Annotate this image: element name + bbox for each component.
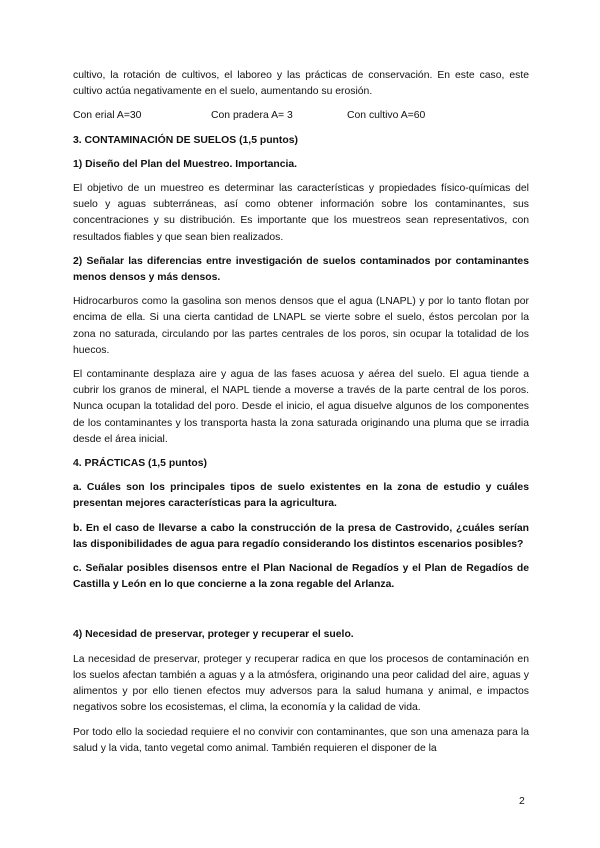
heading-plan-muestreo: 1) Diseño del Plan del Muestreo. Importancia.	[73, 158, 298, 170]
spacer	[73, 601, 529, 627]
paragraph-necesidad: La necesidad de preservar, proteger y recuperar radica en que los procesos de contaminación en los suelos afectan también a aguas y a la atmósfera, originando una peor calidad del aire, aguas y alimentos y por ello tienen efectos muy adversos para la salud humana y animal, e impactos negativos sobre los ecosistemas, el clima, la economía y la calidad de vida.	[73, 653, 529, 714]
paragraph-muestreo: El objetivo de un muestreo es determinar las características y propiedades físico-químicas del suelo y aguas subterráneas, así como obtener información sobre los contaminantes, sus concentraciones y su distribución. Es importante que los muestreos sean representativos, con resultados fiables y que sean bien realizados.	[73, 183, 529, 243]
question-c: c. Señalar posibles disensos entre el Plan Nacional de Regadíos y el Plan de Regadíos de Castilla y León en lo que concierne a la zona regable del Arlanza.	[73, 563, 529, 591]
value-erial: Con erial A=30	[73, 110, 142, 122]
heading-diferencias: 2) Señalar las diferencias entre investigación de suelos contaminados por contaminantes menos densos y más densos.	[73, 255, 529, 284]
paragraph-contaminante: El contaminante desplaza aire y agua de las fases acuosa y aérea del suelo. El agua tiende a cubrir los granos de mineral, el NAPL tiende a moverse a través de la parte central de los poros. Nunca ocupan la totalidad del poro. Desde el inicio, el agua disuelve algunos de los componentes de los contaminantes y los transporta hasta la zona saturada originando una pluma que se irradia desde el área inicial.	[73, 369, 529, 445]
page-number: 2	[519, 796, 525, 807]
paragraph-erosion: cultivo, la rotación de cultivos, el laboreo y las prácticas de conservación. En este caso, este cultivo actúa negativamente en el suelo, aumentando su erosión.	[73, 70, 529, 98]
value-cultivo: Con cultivo A=60	[347, 110, 426, 122]
question-a: a. Cuáles son los principales tipos de suelo existentes en la zona de estudio y cuáles presentan mejores características para la agricultura.	[73, 482, 529, 510]
heading-section-4: 4. PRÁCTICAS (1,5 puntos)	[73, 458, 207, 470]
heading-section-3: 3. CONTAMINACIÓN DE SUELOS (1,5 puntos)	[73, 134, 298, 146]
paragraph-lnapl: Hidrocarburos como la gasolina son menos densos que el agua (LNAPL) y por lo tanto flotan por encima de ella. Si una cierta cantidad de LNAPL se vierte sobre el suelo, éstos percolan por la zona no saturada, circulando por las partes centrales de los poros, sin ocupar la totalidad de los huecos.	[73, 296, 529, 356]
document-page	[73, 68, 529, 765]
value-pradera: Con pradera A= 3	[211, 110, 293, 122]
question-b: b. En el caso de llevarse a cabo la construcción de la presa de Castrovido, ¿cuáles serían las disponibilidades de agua para regadío considerando los distintos escenarios posibles?	[73, 522, 529, 550]
paragraph-sociedad: Por todo ello la sociedad requiere el no convivir con contaminantes, que son una amenaza para la salud y la vida, tanto vegetal como animal. También requieren el disponer de la	[73, 726, 529, 754]
heading-necesidad: 4) Necesidad de preservar, proteger y recuperar el suelo.	[73, 629, 354, 641]
values-row	[73, 108, 529, 124]
